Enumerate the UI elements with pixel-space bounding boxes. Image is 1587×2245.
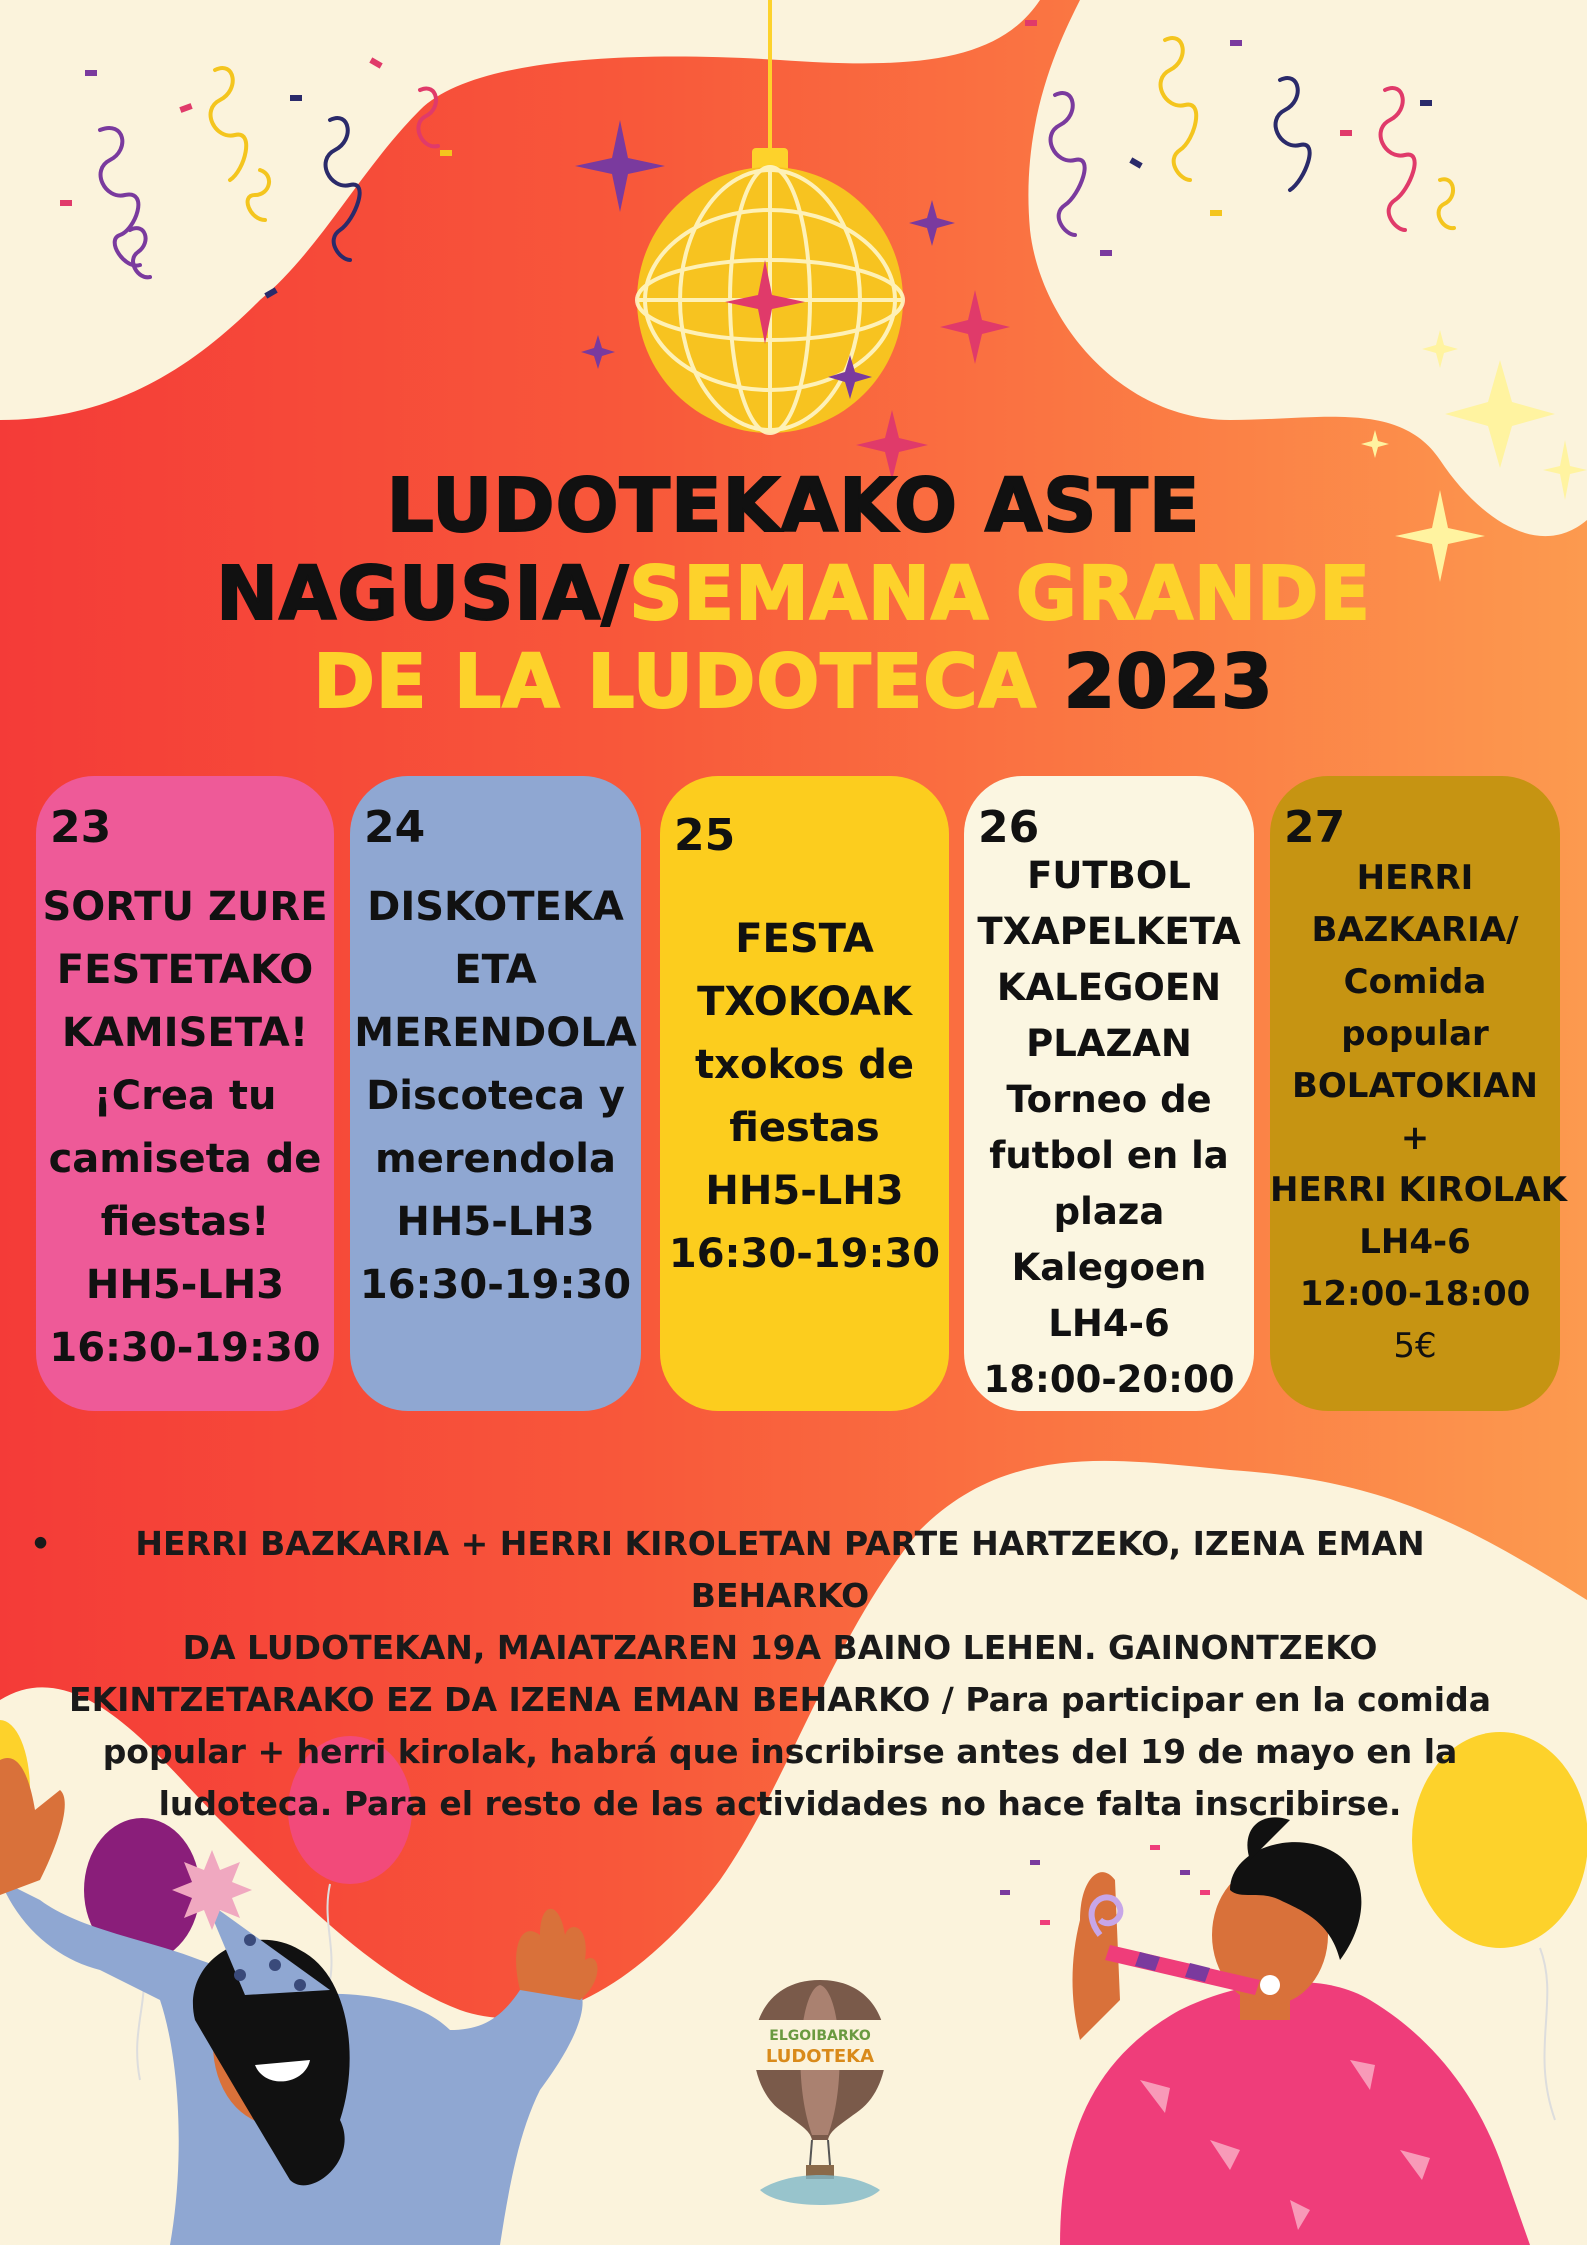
logo-text-bottom: LUDOTEKA xyxy=(765,2046,875,2067)
title-line-3 xyxy=(0,638,1587,726)
note-line: ludoteca. Para el resto de las actividades no hace falta inscribirse. xyxy=(158,1784,1402,1823)
card-line: ETA xyxy=(454,947,537,993)
day-number: 23 xyxy=(50,802,112,853)
registration-note xyxy=(30,1518,1500,1830)
card-line: TXAPELKETA xyxy=(977,910,1241,953)
card-line: fiestas xyxy=(729,1105,880,1151)
day-card-27 xyxy=(1270,776,1567,1411)
note-line: popular + herri kirolak, habrá que inscribirse antes del 19 de mayo en la xyxy=(102,1732,1458,1771)
card-line: KALEGOEN xyxy=(996,966,1222,1009)
card-line: PLAZAN xyxy=(1026,1022,1192,1065)
title-line-2 xyxy=(0,550,1587,638)
note-line: HERRI BAZKARIA + HERRI KIROLETAN PARTE HARTZEKO, IZENA EMAN BEHARKO xyxy=(135,1524,1425,1615)
card-line: HH5-LH3 xyxy=(85,1262,285,1308)
day-number: 25 xyxy=(674,810,736,861)
card-line: SORTU ZURE xyxy=(42,884,328,930)
card-line: Comida xyxy=(1343,962,1487,1002)
price-label: 5€ xyxy=(1393,1326,1437,1366)
disco-ball xyxy=(637,0,903,433)
card-line: HERRI KIROLAK xyxy=(1270,1170,1567,1210)
note-line: DA LUDOTEKAN, MAIATZAREN 19A BAINO LEHEN. GAINONTZEKO xyxy=(182,1628,1378,1667)
card-line: futbol en la xyxy=(989,1134,1229,1177)
day-card-body xyxy=(1270,852,1567,1372)
title-line-3-yellow: DE LA LUDOTECA xyxy=(313,639,1037,725)
title-line-1-text: LUDOTEKAKO ASTE xyxy=(386,463,1201,549)
card-line: 18:00-20:00 xyxy=(983,1358,1235,1401)
day-number: 26 xyxy=(978,802,1040,853)
card-line: LH4-6 xyxy=(1048,1302,1170,1345)
card-line: ¡Crea tu xyxy=(93,1073,277,1119)
card-line: HH5-LH3 xyxy=(705,1168,904,1214)
day-number: 24 xyxy=(364,802,426,853)
card-line: HERRI xyxy=(1356,858,1474,898)
title-line-2-yellow: SEMANA GRANDE xyxy=(629,551,1371,637)
day-card-body xyxy=(660,908,949,1286)
day-card-body xyxy=(964,848,1254,1408)
card-line: HH5-LH3 xyxy=(396,1199,595,1245)
card-line: Discoteca y xyxy=(366,1073,625,1119)
card-line: BOLATOKIAN xyxy=(1291,1066,1539,1106)
bullet: • xyxy=(30,1524,52,1563)
title-line-3-black: 2023 xyxy=(1063,639,1274,725)
card-line: BAZKARIA/ xyxy=(1311,910,1519,950)
card-line: 16:30-19:30 xyxy=(359,1262,632,1308)
card-line: 16:30-19:30 xyxy=(49,1325,321,1371)
card-line: plaza xyxy=(1053,1190,1165,1233)
day-card-body xyxy=(350,876,641,1317)
card-line: txokos de xyxy=(695,1042,914,1088)
card-line: Kalegoen xyxy=(1011,1246,1207,1289)
day-card-26 xyxy=(964,776,1254,1411)
card-line: MERENDOLA xyxy=(354,1010,637,1056)
card-line: FESTETAKO xyxy=(56,947,314,993)
card-line: LH4-6 xyxy=(1359,1222,1471,1262)
day-card-24 xyxy=(350,776,641,1411)
title-line-2-black: NAGUSIA/ xyxy=(216,551,630,637)
card-line: camiseta de xyxy=(48,1136,322,1182)
card-line: fiestas! xyxy=(100,1199,270,1245)
card-line: TXOKOAK xyxy=(697,979,912,1025)
card-line: popular xyxy=(1341,1014,1489,1054)
page-title xyxy=(0,462,1587,726)
card-line: KAMISETA! xyxy=(61,1010,309,1056)
card-line: 16:30-19:30 xyxy=(668,1231,941,1277)
day-card-body xyxy=(36,876,334,1380)
card-line: DISKOTEKA xyxy=(367,884,624,930)
title-line-1 xyxy=(0,462,1587,550)
day-card-23 xyxy=(36,776,334,1411)
card-line: + xyxy=(1400,1118,1430,1158)
card-line: FUTBOL xyxy=(1027,854,1191,897)
card-line: FESTA xyxy=(735,916,874,962)
card-line: merendola xyxy=(375,1136,616,1182)
day-number: 27 xyxy=(1284,802,1346,853)
day-card-25 xyxy=(660,776,949,1411)
card-line: Torneo de xyxy=(1006,1078,1212,1121)
note-line: EKINTZETARAKO EZ DA IZENA EMAN BEHARKO / Para participar en la comida xyxy=(69,1680,1491,1719)
logo-text-top: ELGOIBARKO xyxy=(769,2028,871,2044)
card-line: 12:00-18:00 xyxy=(1299,1274,1531,1314)
